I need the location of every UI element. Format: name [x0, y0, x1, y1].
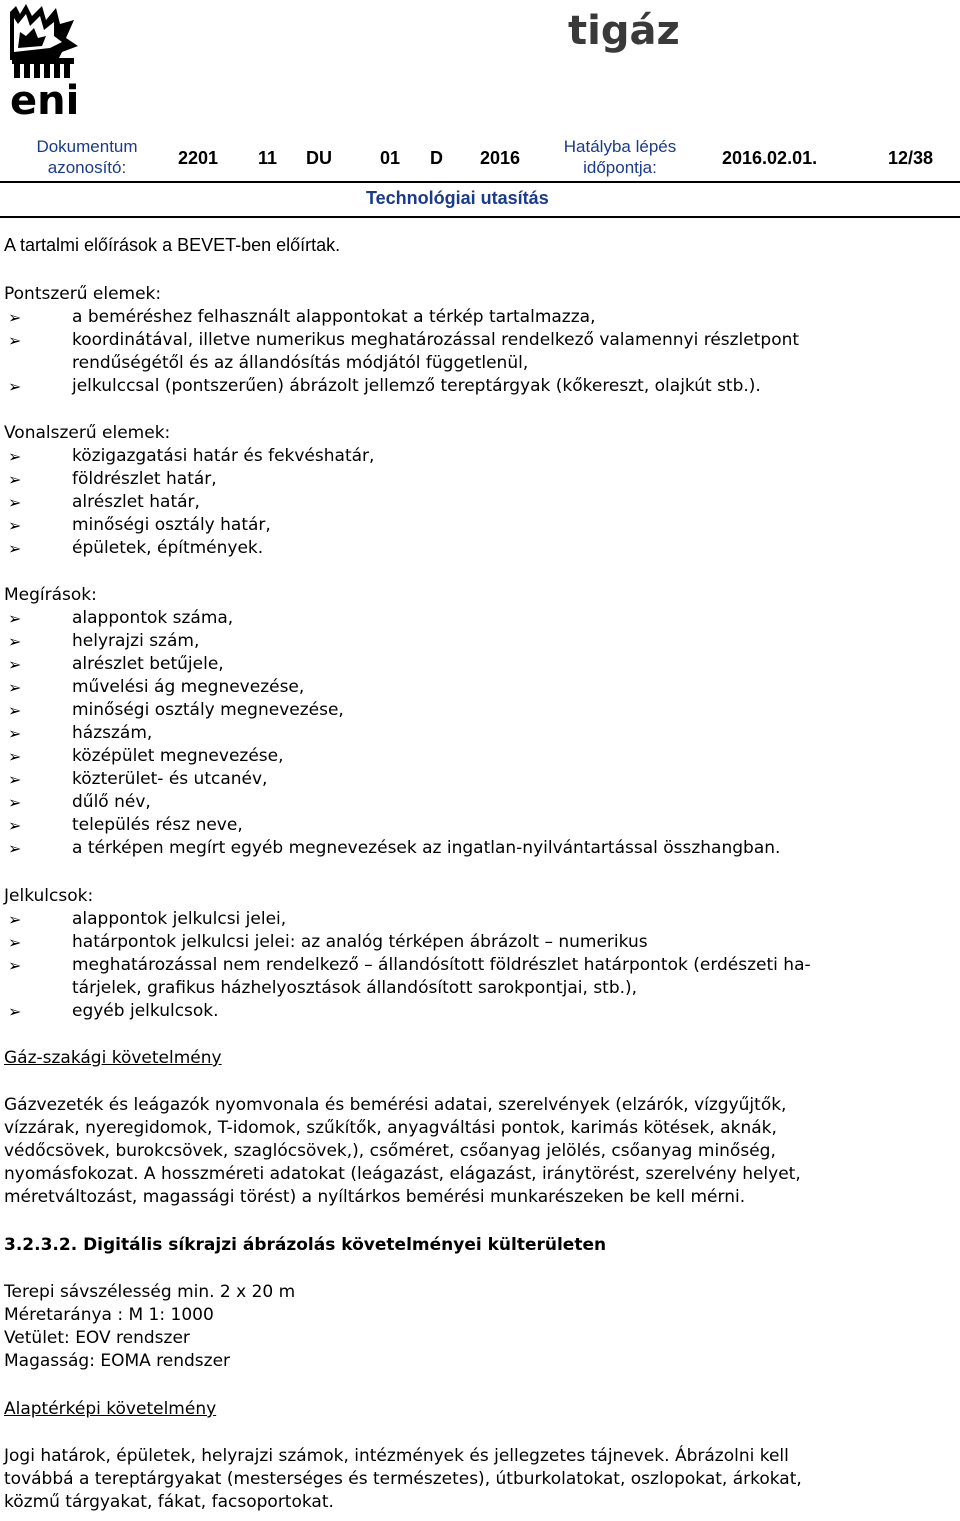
bullet-arrow-icon: ➢ [8, 816, 22, 835]
list-item: alrészlet betűjele, [72, 654, 224, 674]
bullet-arrow-icon: ➢ [8, 701, 22, 720]
header-divider-bottom [0, 216, 960, 218]
bullet-arrow-icon: ➢ [8, 447, 22, 466]
doc-id-part-4: 01 [380, 148, 401, 168]
gaz-heading: Gáz-szakági követelmény [4, 1048, 222, 1068]
list-item: település rész neve, [72, 815, 243, 835]
doc-id-part-1: 2201 [178, 148, 219, 168]
list-item: dűlő név, [72, 792, 151, 812]
effective-date: 2016.02.01. [722, 148, 818, 168]
eni-logo-icon [4, 2, 96, 124]
bullet-arrow-icon: ➢ [8, 539, 22, 558]
spec-line: Terepi sávszélesség min. 2 x 20 m [4, 1282, 296, 1302]
spec-line: Vetület: EOV rendszer [4, 1328, 190, 1348]
gaz-paragraph-line: nyomásfokozat. A hosszméreti adatokat (leágazást, elágazást, iránytörést, szerelvény helyet, [4, 1164, 801, 1184]
tigaz-logo-icon [568, 4, 680, 54]
list-item: a térképen megírt egyéb megnevezések az ingatlan-nyilvántartással összhangban. [72, 838, 781, 858]
list-item: alappontok jelkulcsi jelei, [72, 909, 287, 929]
section-title: Technológiai utasítás [366, 188, 549, 208]
list-item: középület megnevezése, [72, 746, 284, 766]
alap-heading: Alaptérképi követelmény [4, 1399, 217, 1419]
list-item: minőségi osztály megnevezése, [72, 700, 344, 720]
jelkulcsok-heading: Jelkulcsok: [4, 886, 94, 906]
bullet-arrow-icon: ➢ [8, 331, 22, 350]
list-item: közigazgatási határ és fekvéshatár, [72, 446, 375, 466]
bullet-arrow-icon: ➢ [8, 470, 22, 489]
list-item: egyéb jelkulcsok. [72, 1001, 219, 1021]
gaz-paragraph-line: vízzárak, nyeregidomok, T-idomok, szűkítők, anyagváltási pontok, karimás kötések, aknák, [4, 1118, 777, 1138]
list-item: épületek, építmények. [72, 538, 264, 558]
list-item: helyrajzi szám, [72, 631, 200, 651]
list-item-continuation: rendűségétől és az állandósítás módjától függetlenül, [72, 353, 529, 373]
bullet-arrow-icon: ➢ [8, 678, 22, 697]
vonalszeru-heading: Vonalszerű elemek: [4, 423, 171, 443]
bullet-arrow-icon: ➢ [8, 308, 22, 327]
list-item: földrészlet határ, [72, 469, 217, 489]
list-item: határpontok jelkulcsi jelei: az analóg térképen ábrázolt – numerikus [72, 932, 648, 952]
gaz-paragraph-line: Gázvezeték és leágazók nyomvonala és bemérési adatai, szerelvények (elzárók, vízgyűjtők, [4, 1095, 787, 1115]
doc-id-part-3: DU [306, 148, 332, 168]
tigaz-logo-text: tigáz [568, 8, 680, 54]
effective-date-label: Hatályba lépés időpontja: [563, 137, 677, 177]
bullet-arrow-icon: ➢ [8, 632, 22, 651]
gaz-paragraph-line: méretváltozást, magassági törést) a nyíltárkos bemérési munkarészeken be kell mérni. [4, 1187, 746, 1207]
bullet-arrow-icon: ➢ [8, 770, 22, 789]
page-number: 12/38 [888, 148, 934, 168]
bullet-arrow-icon: ➢ [8, 1002, 22, 1021]
list-item: házszám, [72, 723, 153, 743]
list-item: közterület- és utcanév, [72, 769, 268, 789]
alap-paragraph-line: továbbá a tereptárgyakat (mesterséges és természetes), útburkolatokat, oszlopokat, árkokat, [4, 1469, 802, 1489]
list-item: művelési ág megnevezése, [72, 677, 305, 697]
list-item: jelkulccsal (pontszerűen) ábrázolt jellemző tereptárgyak (kőkereszt, olajkút stb.). [72, 376, 761, 396]
list-item-continuation: tárjelek, grafikus házhelyosztások állandósított sarokpontjai, stb.), [72, 978, 638, 998]
spec-line: Méretaránya : M 1: 1000 [4, 1305, 214, 1325]
list-item: a beméréshez felhasznált alappontokat a térkép tartalmazza, [72, 307, 596, 327]
bullet-arrow-icon: ➢ [8, 377, 22, 396]
bullet-arrow-icon: ➢ [8, 516, 22, 535]
doc-id-label: Dokumentum azonosító: [36, 137, 138, 177]
header-divider-top [0, 181, 960, 183]
bullet-arrow-icon: ➢ [8, 609, 22, 628]
doc-id-part-5: D [430, 148, 443, 168]
list-item: alrészlet határ, [72, 492, 200, 512]
bullet-arrow-icon: ➢ [8, 839, 22, 858]
alap-paragraph-line: Jogi határok, épületek, helyrajzi számok, intézmények és jellegzetes tájnevek. Ábrázolni kell [4, 1446, 789, 1466]
bullet-arrow-icon: ➢ [8, 747, 22, 766]
doc-id-part-6: 2016 [480, 148, 521, 168]
bullet-arrow-icon: ➢ [8, 933, 22, 952]
gaz-paragraph-line: védőcsövek, burokcsövek, szaglócsövek,), csőméret, csőanyag jelölés, csőanyag minőség, [4, 1141, 776, 1161]
document-header [0, 0, 960, 230]
doc-id-part-2: 11 [258, 148, 278, 168]
alap-paragraph-line: közmű tárgyakat, fákat, facsoportokat. [4, 1492, 334, 1512]
list-item: alappontok száma, [72, 608, 234, 628]
list-item: meghatározással nem rendelkező – állandósított földrészlet határpontok (erdészeti ha- [72, 955, 811, 975]
megirasok-heading: Megírások: [4, 585, 97, 605]
bullet-arrow-icon: ➢ [8, 956, 22, 975]
pontszeru-heading: Pontszerű elemek: [4, 284, 162, 304]
spec-line: Magasság: EOMA rendszer [4, 1351, 231, 1371]
eni-logo-text: eni [10, 78, 80, 124]
bullet-arrow-icon: ➢ [8, 493, 22, 512]
bullet-arrow-icon: ➢ [8, 910, 22, 929]
list-item: minőségi osztály határ, [72, 515, 271, 535]
bullet-arrow-icon: ➢ [8, 793, 22, 812]
intro-text: A tartalmi előírások a BEVET-ben előírtak. [4, 235, 341, 255]
list-item: koordinátával, illetve numerikus meghatározással rendelkező valamennyi részletpont [72, 330, 800, 350]
bullet-arrow-icon: ➢ [8, 655, 22, 674]
bullet-arrow-icon: ➢ [8, 724, 22, 743]
section-heading-3232: 3.2.3.2. Digitális síkrajzi ábrázolás követelményei külterületen [4, 1235, 607, 1255]
